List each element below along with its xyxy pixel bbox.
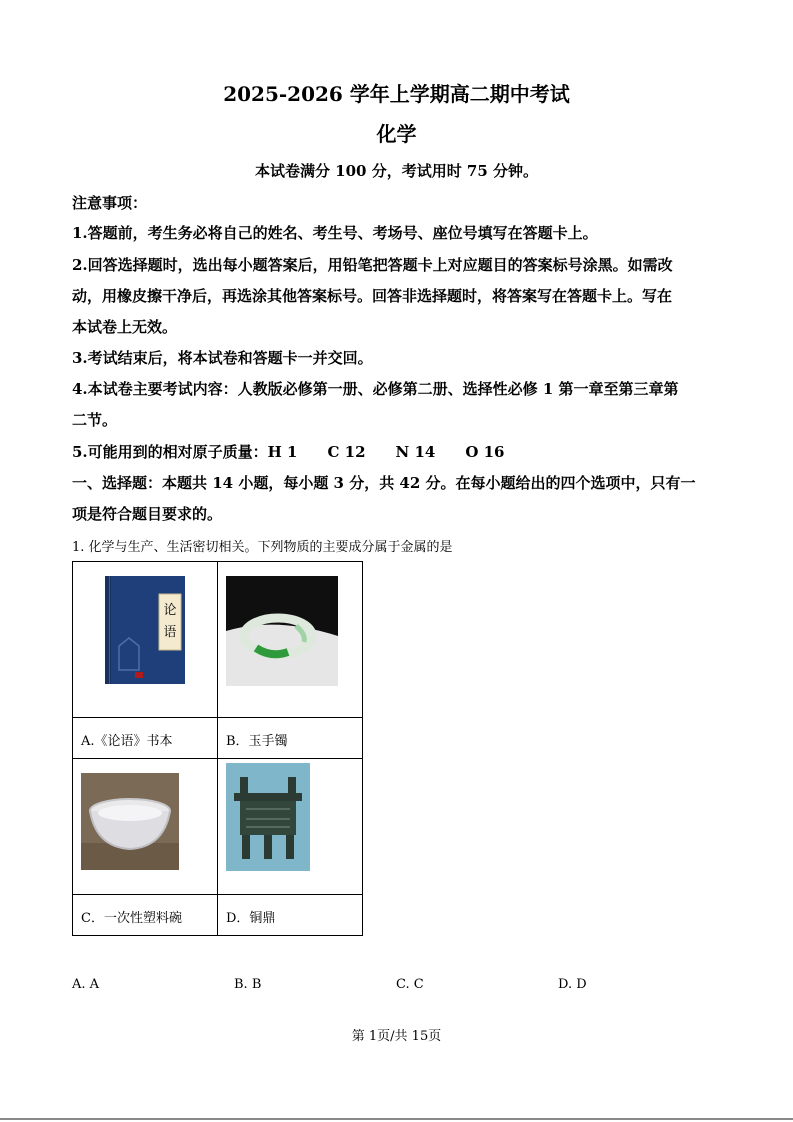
note-item-4-line2: 二节。 [72, 411, 118, 429]
bronze-ding-image [226, 763, 310, 871]
note-item-2-line1: 2.回答选择题时，选出每小题答案后，用铅笔把答题卡上对应题目的答案标号涂黑。如需改 [72, 256, 673, 274]
note-item-3: 3.考试结束后，将本试卷和答题卡一并交回。 [72, 349, 373, 367]
page-number: 第 1页/共 15页 [351, 1029, 442, 1044]
option-d-caption-cell [218, 895, 363, 936]
section-heading-line2: 项是符合题目要求的。 [72, 505, 223, 523]
note-item-4-line1: 4.本试卷主要考试内容：人教版必修第一册、必修第二册、选择性必修 1 第一章至第三章第 [72, 380, 679, 398]
note-item-2-line2: 动，用橡皮擦干净后，再选涂其他答案标号。回答非选择题时，将答案写在答题卡上。写在 [72, 287, 673, 305]
option-c-caption-cell [73, 895, 218, 936]
option-a-image-cell [73, 562, 218, 718]
exam-title: 2025-2026 学年上学期高二期中考试 [223, 82, 570, 106]
choice-d[interactable]: D. D [558, 977, 587, 992]
book-title-char-1: 论 [163, 603, 177, 618]
option-b-image-cell [218, 562, 363, 718]
choice-b[interactable]: B. B [234, 977, 262, 992]
option-c-caption: C．一次性塑料碗 [81, 911, 182, 926]
plastic-bowl-image [81, 773, 179, 870]
choice-a[interactable]: A. A [72, 977, 100, 992]
note-item-2-line3: 本试卷上无效。 [72, 318, 178, 336]
section-heading-line1: 一、选择题：本题共 14 小题，每小题 3 分，共 42 分。在每小题给出的四个选项中，只有一 [72, 474, 696, 492]
option-d-image-cell [218, 759, 363, 895]
book-image [105, 576, 185, 684]
question-1-stem: 1. 化学与生产、生活密切相关。下列物质的主要成分属于金属的是 [72, 540, 453, 555]
option-b-caption: B．玉手镯 [226, 734, 288, 749]
choice-c[interactable]: C. C [396, 977, 424, 992]
exam-subject: 化学 [376, 122, 417, 146]
note-item-1: 1.答题前，考生务必将自己的姓名、考生号、考场号、座位号填写在答题卡上。 [72, 224, 598, 242]
option-a-caption-cell [73, 718, 218, 759]
option-b-caption-cell [218, 718, 363, 759]
option-c-image-cell [73, 759, 218, 895]
note-item-5: 5.可能用到的相对原子质量：H 1 C 12 N 14 O 16 [72, 443, 505, 461]
option-a-caption: A.《论语》书本 [81, 734, 173, 749]
page-bottom-divider [0, 1118, 793, 1120]
book-title-char-2: 语 [163, 625, 177, 640]
jade-bracelet-image [226, 576, 338, 686]
notes-heading: 注意事项： [72, 194, 148, 212]
exam-meta: 本试卷满分 100 分，考试用时 75 分钟。 [254, 162, 539, 180]
question-1-options-table [72, 561, 363, 936]
option-d-caption: D．铜鼎 [226, 911, 276, 926]
